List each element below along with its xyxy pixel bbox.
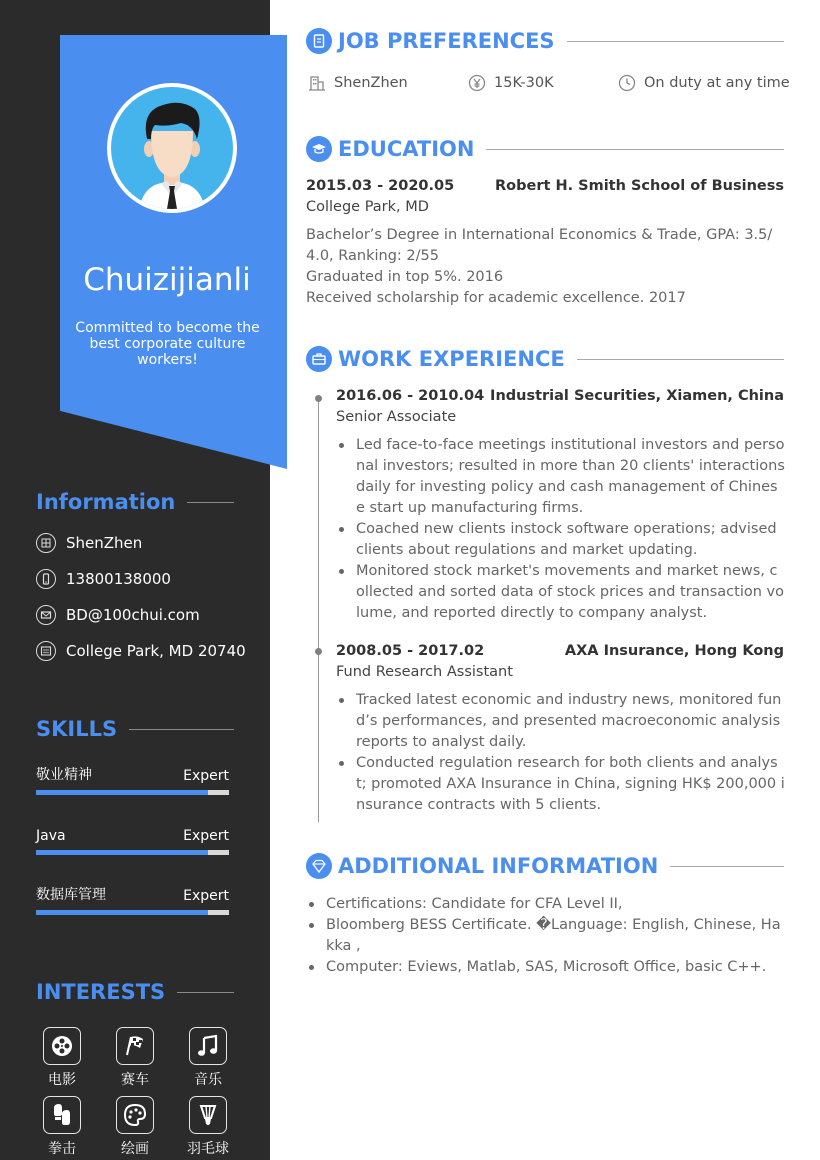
interest-item: 赛车: [105, 1027, 165, 1089]
list-item: Computer: Eviews, Matlab, SAS, Microsoft Office, basic C++.: [306, 957, 786, 978]
divider: [129, 729, 234, 730]
info-row-email: BD@100chui.com: [36, 605, 200, 625]
job-header: [336, 388, 784, 404]
additional-information-heading: ADDITIONAL INFORMATION: [306, 853, 784, 879]
interest-item: 羽毛球: [178, 1096, 238, 1158]
list-item: Coached new clients instock software operations; advised clients about regulations and market updating.: [336, 519, 785, 561]
skill-fill: [36, 850, 208, 855]
job-company: AXA Insurance, Hong Kong: [564, 643, 784, 659]
shuttlecock-icon: [189, 1096, 227, 1134]
divider: [177, 992, 234, 993]
divider: [670, 866, 784, 867]
info-row-location: ShenZhen: [36, 533, 142, 553]
pref-availability: On duty at any time: [618, 74, 790, 92]
skill-name: 敬业精神: [36, 767, 92, 783]
timeline-dot: [315, 395, 322, 402]
skill-item: [36, 880, 229, 915]
job-period: 2016.06 - 2010.04: [336, 388, 485, 404]
film-reel-icon: [43, 1027, 81, 1065]
profile-name: Chuizijianli: [83, 262, 251, 298]
document-icon: [306, 28, 332, 54]
interest-item: 拳击: [32, 1096, 92, 1158]
racing-flag-icon: [116, 1027, 154, 1065]
phone-icon: [36, 569, 56, 589]
diamond-icon: [306, 853, 332, 879]
pref-city: ShenZhen: [308, 74, 408, 92]
skill-level: Expert: [183, 828, 229, 844]
list-item: Bloomberg BESS Certificate. �Language: English, Chinese, Hakka ,: [306, 915, 786, 957]
job-role: Senior Associate: [336, 409, 457, 425]
email-icon: [36, 605, 56, 625]
building-icon: [308, 74, 326, 92]
address-icon: [36, 641, 56, 661]
job-period: 2008.05 - 2017.02: [336, 643, 485, 659]
skill-name: 数据库管理: [36, 887, 106, 903]
information-heading: Information: [36, 490, 234, 514]
list-item: Tracked latest economic and industry news, monitored fund’s performances, and presented macroeconomic analysis reports to analyst daily.: [336, 690, 785, 753]
education-honor: Graduated in top 5%. 2016: [306, 269, 504, 285]
boxing-glove-icon: [43, 1096, 81, 1134]
avatar-illustration: [111, 87, 233, 209]
skill-bar: [36, 850, 229, 855]
job-bullets: [336, 690, 785, 816]
skills-heading: SKILLS: [36, 717, 234, 741]
list-item: Certifications: Candidate for CFA Level II,: [306, 894, 786, 915]
interest-item: 绘画: [105, 1096, 165, 1158]
divider: [567, 41, 784, 42]
education-period: 2015.03 - 2020.05: [306, 178, 455, 194]
info-row-address: College Park, MD 20740: [36, 641, 246, 661]
education-school: Robert H. Smith School of Business: [494, 178, 784, 194]
divider: [486, 149, 784, 150]
education-degree: Bachelor’s Degree in International Economics & Trade, GPA: 3.5/4.0, Ranking: 2/55: [306, 227, 773, 264]
list-item: Led face-to-face meetings institutional investors and personal investors; resulted in more than 20 clients' interactions daily for investing policy and cash management of Chinese start up manufacturing firms.: [336, 435, 785, 519]
paint-palette-icon: [116, 1096, 154, 1134]
education-header: [306, 178, 784, 194]
skill-level: Expert: [183, 888, 229, 904]
interest-item: 音乐: [178, 1027, 238, 1089]
job-company: Industrial Securities, Xiamen, China: [490, 388, 784, 404]
additional-list: [306, 894, 786, 978]
skill-bar: [36, 910, 229, 915]
skill-bar: [36, 790, 229, 795]
briefcase-icon: [306, 346, 332, 372]
profile-motto: Committed to become the best corporate culture workers!: [75, 320, 260, 368]
skill-name: Java: [36, 828, 66, 844]
avatar: [107, 83, 237, 213]
job-bullets: [336, 435, 785, 624]
list-item: Conducted regulation research for both clients and analyst; promoted AXA Insurance in China, signing HK$ 200,000 insurance contracts with 5 clients.: [336, 753, 785, 816]
clock-icon: [618, 74, 636, 92]
graduation-cap-icon: [306, 136, 332, 162]
work-experience-heading: WORK EXPERIENCE: [306, 346, 784, 372]
timeline-line: [318, 396, 319, 822]
education-heading: EDUCATION: [306, 136, 784, 162]
job-header: [336, 643, 784, 659]
divider: [577, 359, 784, 360]
timeline-dot: [315, 648, 322, 655]
info-row-phone: 13800138000: [36, 569, 171, 589]
list-item: Monitored stock market's movements and market news, collected and sorted data of stock prices and transaction volume, and reported directly to company analyst.: [336, 561, 785, 624]
divider: [187, 502, 234, 503]
skill-level: Expert: [183, 768, 229, 784]
yen-icon: [468, 74, 486, 92]
skill-fill: [36, 790, 208, 795]
skill-item: [36, 760, 229, 795]
education-location: College Park, MD: [306, 199, 429, 215]
education-scholarship: Received scholarship for academic excellence. 2017: [306, 290, 686, 306]
interests-heading: INTERESTS: [36, 980, 234, 1004]
skill-item: [36, 820, 229, 855]
music-note-icon: [189, 1027, 227, 1065]
skill-fill: [36, 910, 208, 915]
location-icon: [36, 533, 56, 553]
job-preferences-heading: JOB PREFERENCES: [306, 28, 784, 54]
job-role: Fund Research Assistant: [336, 664, 513, 680]
pref-salary: 15K-30K: [468, 74, 554, 92]
interest-item: 电影: [32, 1027, 92, 1089]
